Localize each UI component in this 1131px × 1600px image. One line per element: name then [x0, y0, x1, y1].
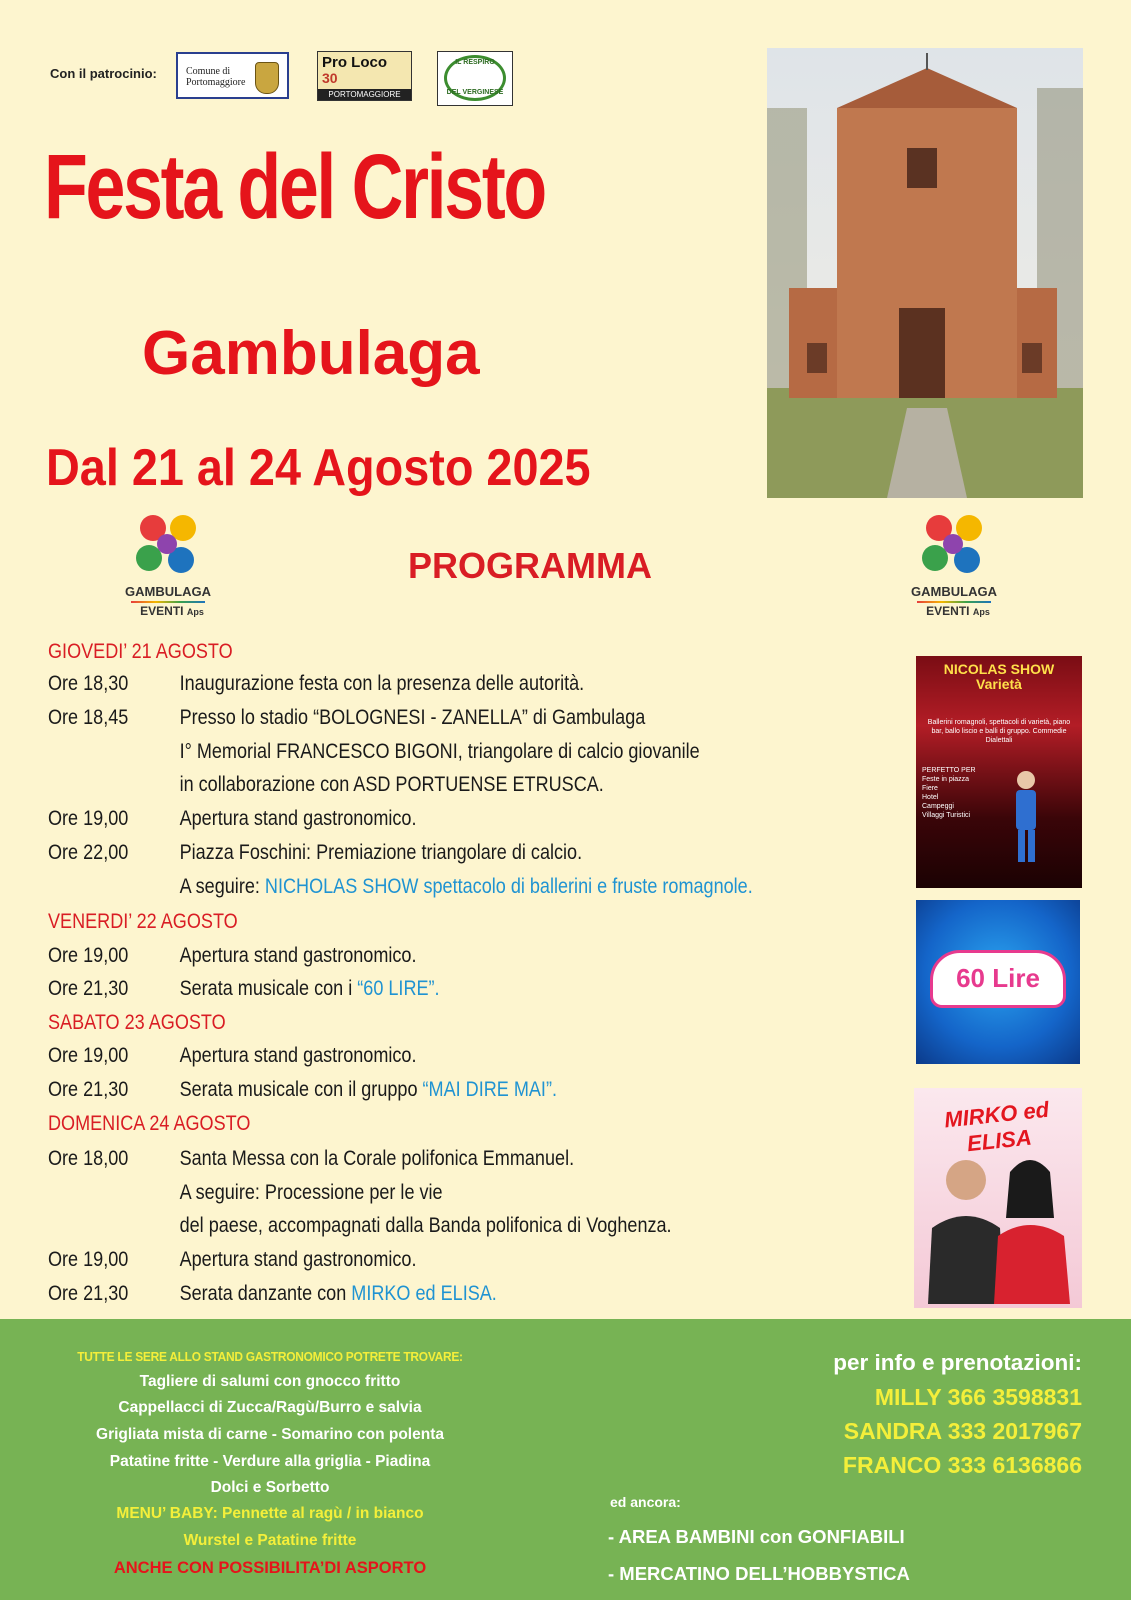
mirko-elisa-poster: [914, 1088, 1082, 1308]
desc-pre: Serata musicale con il gruppo: [179, 1078, 423, 1101]
respiro-verginese-logo: [437, 51, 513, 106]
poster-title: 60 Lire: [956, 963, 1040, 993]
patronage-label: Con il patrocinio:: [50, 66, 157, 81]
poster-list-item: Villaggi Turistici: [922, 812, 971, 819]
info-header: per info e prenotazioni:: [833, 1350, 1082, 1375]
desc: [180, 1282, 497, 1306]
contact-franco: FRANCO 333 6136866: [842, 1452, 1082, 1478]
desc: Apertura stand gastronomico.: [179, 1044, 417, 1067]
desc: Apertura stand gastronomico.: [179, 1248, 417, 1271]
program-label: PROGRAMMA: [408, 545, 652, 586]
desc: Apertura stand gastronomico.: [179, 807, 417, 830]
time: Ore 18,00: [48, 1147, 129, 1170]
event-location: Gambulaga: [142, 319, 480, 388]
contact-milly: MILLY 366 3598831: [874, 1384, 1082, 1410]
time: Ore 19,00: [48, 1044, 129, 1067]
proloco-logo: [317, 51, 412, 101]
event-title: Festa del Cristo: [44, 136, 545, 238]
assoc-sub-text: EVENTI: [926, 604, 970, 618]
colored-hands-icon: [919, 510, 989, 580]
day-label-thursday: GIOVEDI’ 21 AGOSTO: [48, 640, 233, 663]
poster-desc: Ballerini romagnoli, spettacoli di varietà, piano bar, ballo liscio e balli di gruppo. Commedie Dialettali: [927, 719, 1071, 744]
desc: in collaborazione con ASD PORTUENSE ETRUSCA.: [179, 773, 604, 796]
assoc-suffix: Aps: [186, 607, 204, 617]
food-item: Cappellacci di Zucca/Ragù/Burro e salvia: [118, 1399, 422, 1416]
desc: Inaugurazione festa con la presenza delle autorità.: [179, 672, 585, 695]
food-header: TUTTE LE SERE ALLO STAND GASTRONOMICO POTRETE TROVARE:: [77, 1349, 463, 1364]
car-logo: [930, 950, 1066, 1008]
desc: Apertura stand gastronomico.: [179, 944, 417, 967]
duo-photo-icon: [918, 1148, 1078, 1304]
takeaway-note: ANCHE CON POSSIBILITA’DI ASPORTO: [113, 1559, 427, 1577]
60-lire-poster: [916, 900, 1080, 1064]
desc: del paese, accompagnati dalla Banda polifonica di Voghenza.: [179, 1214, 672, 1237]
time: Ore 21,30: [48, 977, 129, 1000]
more-label: ed ancora:: [610, 1494, 681, 1510]
proloco-title: Pro Loco: [322, 54, 388, 71]
desc-pre: A seguire:: [179, 875, 265, 898]
poster-title-2: Varietà: [976, 676, 1022, 692]
baby-menu: MENU’ BABY: Pennette al ragù / in bianco: [116, 1505, 424, 1522]
respiro-top: IL RESPIRO: [455, 59, 495, 66]
proloco-number: 30: [322, 70, 338, 86]
time: Ore 21,30: [48, 1078, 129, 1101]
desc: [180, 977, 440, 1001]
proloco-bar: PORTOMAGGIORE: [318, 89, 411, 100]
poster-title-1: NICOLAS SHOW: [943, 661, 1055, 677]
baby-menu-2: Wurstel e Patatine fritte: [183, 1532, 357, 1549]
highlight-mirko-elisa: MIRKO ed ELISA.: [351, 1282, 497, 1305]
event-dates: Dal 21 al 24 Agosto 2025: [46, 439, 591, 497]
comune-portomaggiore-logo: [176, 52, 289, 99]
crest-icon: [255, 62, 279, 94]
poster-list-item: Feste in piazza: [922, 776, 970, 783]
poster-list-item: Hotel: [922, 794, 939, 801]
gambulaga-eventi-logo-right: [899, 510, 1009, 620]
assoc-suffix: Aps: [972, 607, 990, 617]
desc: Presso lo stadio “BOLOGNESI - ZANELLA” di Gambulaga: [179, 706, 646, 729]
desc: [180, 1078, 557, 1102]
nicolas-show-poster: [916, 656, 1082, 888]
extra-hobby-market: - MERCATINO DELL’HOBBYSTICA: [608, 1563, 910, 1584]
desc-pre: Serata musicale con i: [179, 977, 358, 1000]
extra-kids-area: - AREA BAMBINI con GONFIABILI: [608, 1526, 905, 1547]
food-item: Patatine fritte - Verdure alla griglia - Piadina: [109, 1453, 431, 1470]
gambulaga-eventi-logo-left: [113, 510, 223, 620]
poster-list-item: PERFETTO PER: [922, 767, 976, 774]
time: Ore 19,00: [48, 944, 129, 967]
comune-line2: Portomaggiore: [186, 77, 246, 88]
day-label-saturday: SABATO 23 AGOSTO: [48, 1011, 226, 1034]
day-label-sunday: DOMENICA 24 AGOSTO: [48, 1112, 251, 1135]
highlight-mai-dire-mai: “MAI DIRE MAI”.: [422, 1078, 557, 1101]
food-item: Tagliere di salumi con gnocco fritto: [139, 1373, 401, 1390]
poster-title: MIRKO ed ELISA: [943, 1096, 1051, 1157]
assoc-sub: [899, 604, 1017, 618]
desc: I° Memorial FRANCESCO BIGONI, triangolare di calcio giovanile: [179, 740, 700, 763]
time: Ore 19,00: [48, 1248, 129, 1271]
time: Ore 22,00: [48, 841, 129, 864]
food-item: Grigliata mista di carne - Somarino con polenta: [96, 1426, 444, 1443]
time: Ore 19,00: [48, 807, 129, 830]
assoc-name: GAMBULAGA: [911, 584, 997, 599]
time: Ore 21,30: [48, 1282, 129, 1305]
time: Ore 18,45: [48, 706, 129, 729]
desc: Piazza Foschini: Premiazione triangolare di calcio.: [179, 841, 583, 864]
day-label-friday: VENERDI’ 22 AGOSTO: [48, 910, 238, 933]
highlight-60-lire: “60 LIRE”.: [357, 977, 440, 1000]
assoc-name: GAMBULAGA: [125, 584, 211, 599]
poster-list-item: Fiere: [922, 785, 938, 792]
contact-sandra: SANDRA 333 2017967: [843, 1418, 1082, 1444]
respiro-bottom: DEL VERGINESE: [446, 89, 504, 96]
highlight-nicholas-show: NICHOLAS SHOW spettacolo di ballerini e fruste romagnole.: [264, 875, 753, 898]
assoc-sub-text: EVENTI: [140, 604, 184, 618]
poster-list-item: Campeggi: [922, 803, 954, 810]
desc: [180, 875, 753, 899]
time: Ore 18,30: [48, 672, 129, 695]
church-photo: [767, 48, 1083, 498]
comune-line1: Comune di: [186, 66, 231, 77]
colored-hands-icon: [133, 510, 203, 580]
poster-title: [916, 662, 1082, 692]
performer-icon: [996, 766, 1056, 866]
assoc-sub: [113, 604, 231, 618]
poster-list: [922, 766, 976, 820]
desc-pre: Serata danzante con: [179, 1282, 352, 1305]
desc: Santa Messa con la Corale polifonica Emmanuel.: [179, 1147, 575, 1170]
desc: A seguire: Processione per le vie: [179, 1181, 443, 1204]
food-item: Dolci e Sorbetto: [210, 1479, 330, 1496]
assoc-stripe: [917, 601, 991, 603]
assoc-stripe: [131, 601, 205, 603]
